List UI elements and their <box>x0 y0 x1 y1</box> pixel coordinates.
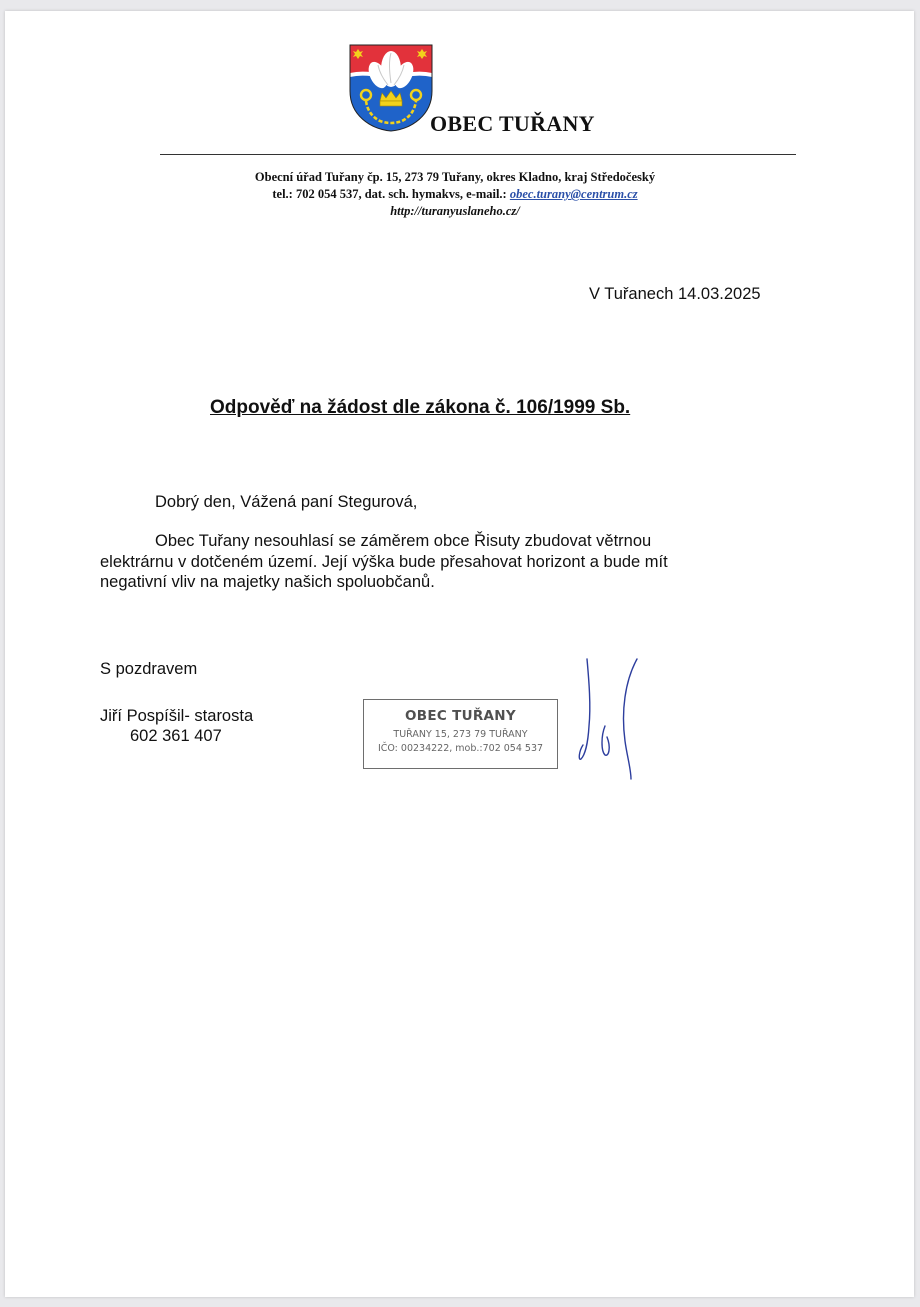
signer-name: Jiří Pospíšil- starosta <box>100 707 254 725</box>
contact-line <box>155 187 755 202</box>
stamp-ids: IČO: 00234222, mob.:702 054 537 <box>377 743 544 754</box>
website-link[interactable]: http://turanyuslaneho.cz/ <box>390 204 520 218</box>
stamp-address: TUŘANY 15, 273 79 TUŘANY <box>393 729 528 740</box>
coat-of-arms-icon <box>348 43 434 133</box>
date-line: V Tuřanech 14.03.2025 <box>589 285 761 303</box>
body-line: negativní vliv na majetky našich spoluobčanů. <box>100 573 435 591</box>
contact-line-prefix: tel.: 702 054 537, dat. sch. hymakvs, e-mail.: <box>272 187 510 201</box>
header-divider <box>160 154 796 155</box>
body-line: Obec Tuřany nesouhlasí se záměrem obce Řisuty zbudovat větrnou <box>155 532 652 550</box>
letter-subject: Odpověď na žádost dle zákona č. 106/1999 Sb. <box>210 397 631 418</box>
letter-page <box>5 11 914 1297</box>
letter-body <box>100 531 668 593</box>
address-line: Obecní úřad Tuřany čp. 15, 273 79 Tuřany, okres Kladno, kraj Středočeský <box>254 170 656 184</box>
signer-phone: 602 361 407 <box>130 727 222 745</box>
email-link[interactable]: obec.turany@centrum.cz <box>509 187 638 201</box>
stamp-title: OBEC TUŘANY <box>405 708 516 724</box>
org-name-heading: OBEC TUŘANY <box>430 111 595 136</box>
closing: S pozdravem <box>100 660 198 678</box>
official-stamp <box>363 699 558 769</box>
body-line: elektrárnu v dotčeném území. Její výška bude přesahovat horizont a bude mít <box>100 552 668 571</box>
greeting: Dobrý den, Vážená paní Stegurová, <box>155 493 418 511</box>
handwritten-signature <box>575 651 655 791</box>
